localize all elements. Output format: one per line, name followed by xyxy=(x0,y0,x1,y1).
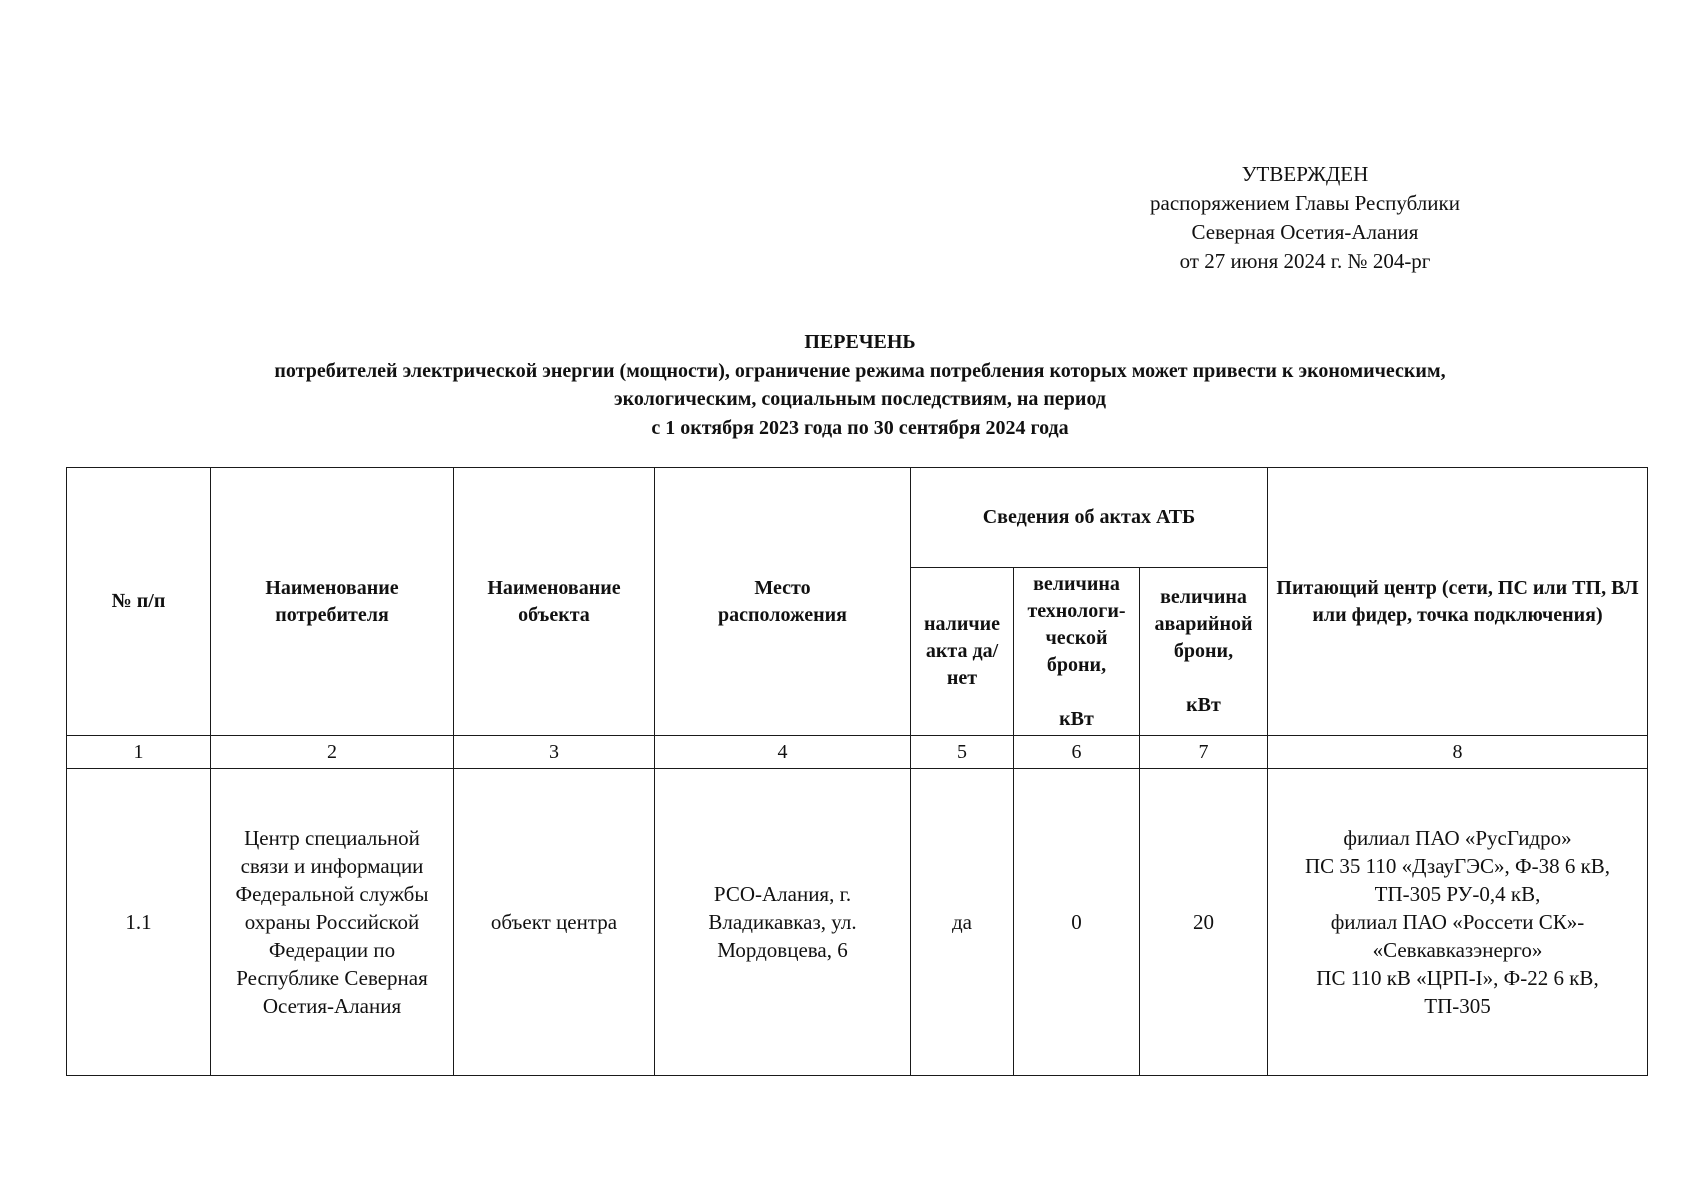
header-tech-reserve xyxy=(1014,568,1140,736)
column-number: 1 xyxy=(67,736,211,769)
supply-line: ПС 110 кВ «ЦРП-I», Ф-22 6 кВ, xyxy=(1316,966,1599,990)
document-title xyxy=(60,328,1660,442)
cell-num: 1.1 xyxy=(67,769,211,1076)
supply-line: ТП-305 xyxy=(1424,994,1491,1018)
cell-supply-center xyxy=(1268,769,1648,1076)
cell-object: объект центра xyxy=(454,769,655,1076)
column-number: 2 xyxy=(211,736,454,769)
approval-line: от 27 июня 2024 г. № 204-рг xyxy=(1179,249,1431,273)
column-number: 7 xyxy=(1140,736,1268,769)
title-line: с 1 октября 2023 года по 30 сентября 2024 года xyxy=(651,416,1069,439)
header-act: наличие акта да/нет xyxy=(911,568,1014,736)
supply-line: ПС 35 110 «ДзауГЭС», Ф-38 6 кВ, xyxy=(1304,854,1611,878)
approval-block xyxy=(1145,160,1465,276)
column-number: 8 xyxy=(1268,736,1648,769)
cell-consumer: Центр специальной связи и информации Федеральной службы охраны Российской Федерации по Республике Северная Осетия-Алания xyxy=(211,769,454,1076)
header-atb-group: Сведения об актах АТБ xyxy=(911,468,1268,568)
cell-tech-reserve: 0 xyxy=(1014,769,1140,1076)
approval-line: УТВЕРЖДЕН xyxy=(1241,162,1369,186)
header-tech-reserve-unit: кВт xyxy=(1059,707,1094,730)
supply-line: филиал ПАО «Россети СК»- xyxy=(1330,910,1585,934)
consumers-table xyxy=(66,467,1648,1076)
header-emergency-reserve xyxy=(1140,568,1268,736)
cell-location: РСО-Алания, г. Владикавказ, ул. Мордовцева, 6 xyxy=(655,769,911,1076)
header-location: Место расположения xyxy=(655,468,911,736)
table-row xyxy=(67,769,1648,1076)
title-line: потребителей электрической энергии (мощности), ограничение режима потребления которых может привести к экономическим, xyxy=(274,359,1446,382)
cell-emergency-reserve: 20 xyxy=(1140,769,1268,1076)
header-tech-reserve-label: величина технологи-ческой брони, xyxy=(1027,572,1126,676)
column-number: 3 xyxy=(454,736,655,769)
header-emergency-reserve-unit: кВт xyxy=(1186,694,1221,716)
column-number: 6 xyxy=(1014,736,1140,769)
header-num: № п/п xyxy=(67,468,211,736)
title-heading: ПЕРЕЧЕНЬ xyxy=(804,331,916,353)
approval-line: Северная Осетия-Алания xyxy=(1191,220,1419,244)
header-emergency-reserve-label: величина аварийной брони, xyxy=(1154,586,1253,662)
header-object: Наименование объекта xyxy=(454,468,655,736)
supply-line: филиал ПАО «РусГидро» xyxy=(1343,826,1572,850)
title-line: экологическим, социальным последствиям, на период xyxy=(613,388,1106,410)
supply-line: ТП-305 РУ-0,4 кВ, xyxy=(1374,882,1541,906)
approval-line: распоряжением Главы Республики xyxy=(1150,191,1460,215)
header-supply-center: Питающий центр (сети, ПС или ТП, ВЛ или фидер, точка подключения) xyxy=(1268,468,1648,736)
column-number: 5 xyxy=(911,736,1014,769)
column-number: 4 xyxy=(655,736,911,769)
cell-act: да xyxy=(911,769,1014,1076)
header-consumer: Наименование потребителя xyxy=(211,468,454,736)
column-number-row xyxy=(67,736,1648,769)
supply-line: «Севкавказэнерго» xyxy=(1372,938,1543,962)
